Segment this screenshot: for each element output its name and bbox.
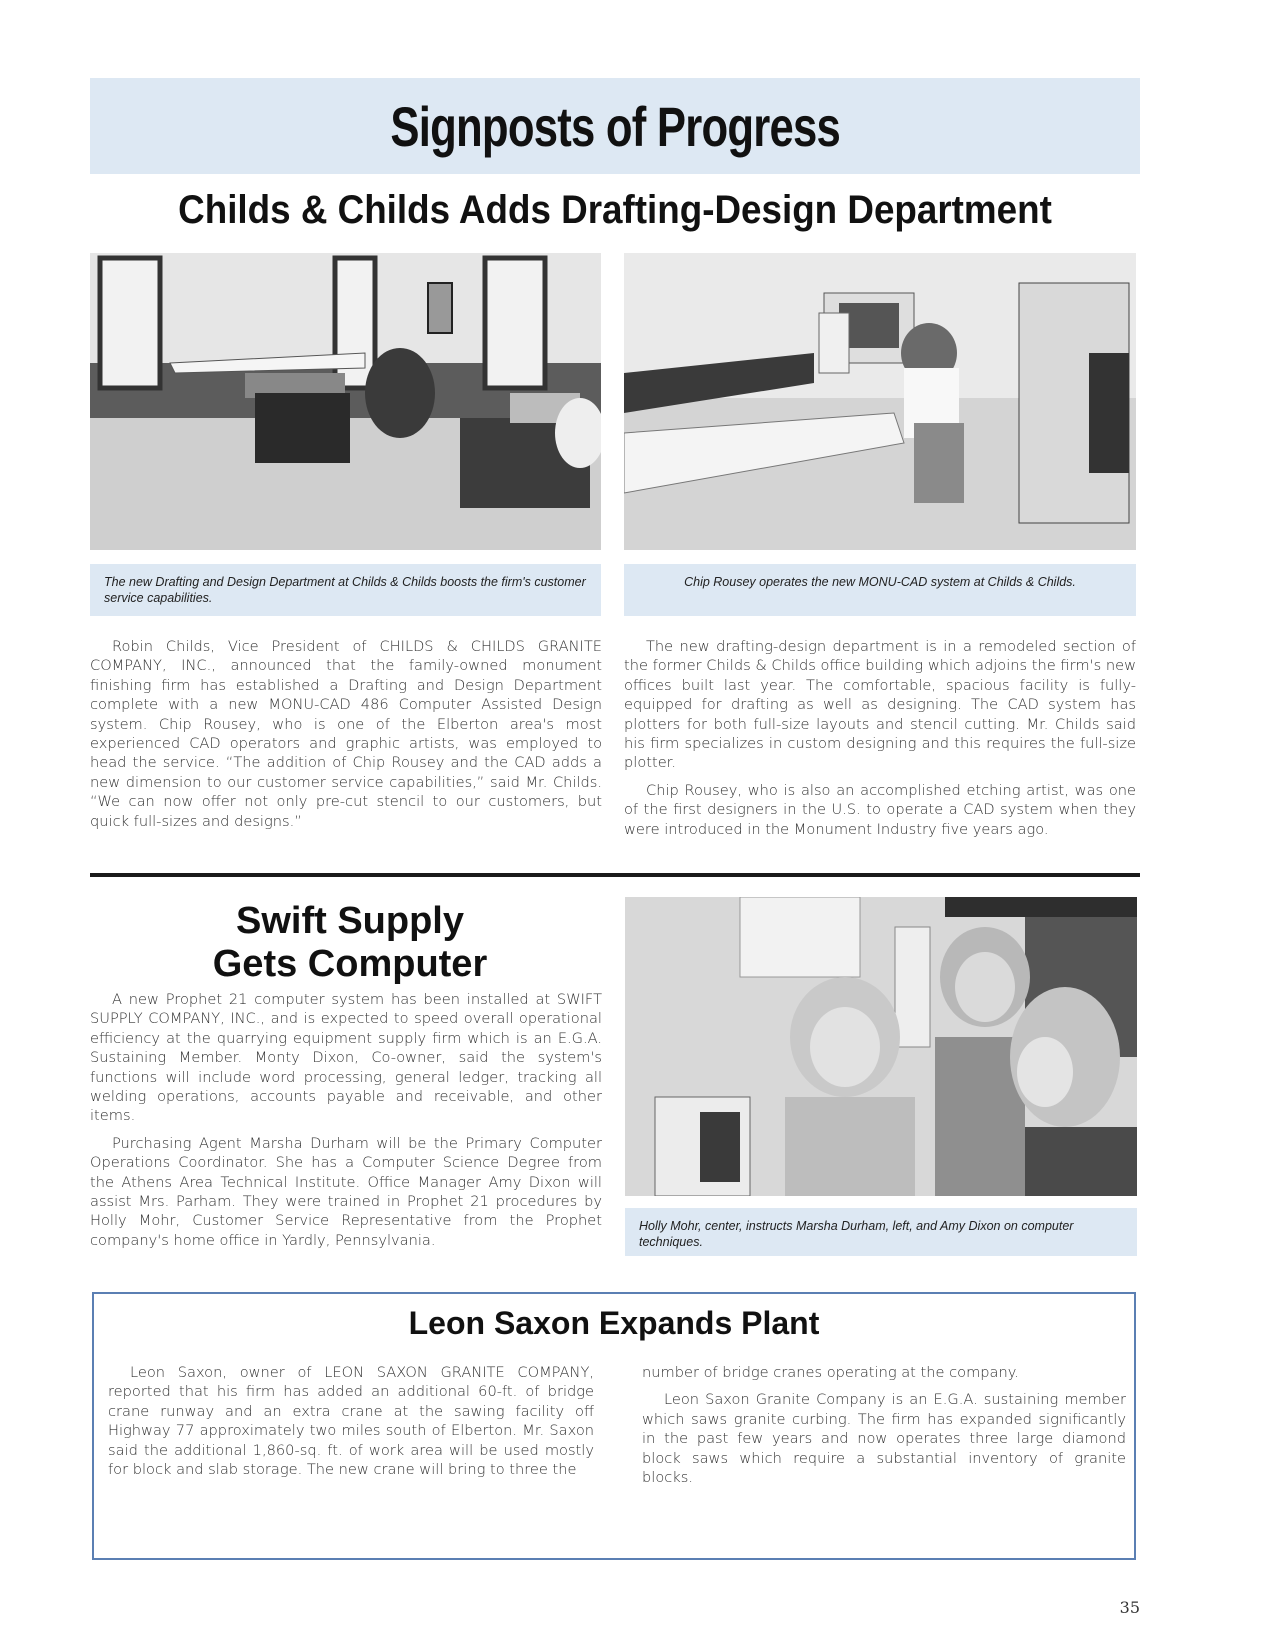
article-leon-column-left [108, 1363, 594, 1487]
headline-line: Swift Supply [236, 900, 464, 942]
caption-text: Holly Mohr, center, instructs Marsha Durham, left, and Amy Dixon on computer techniques. [639, 1219, 1074, 1249]
paragraph: Chip Rousey, who is also an accomplished etching artist, was one of the first designers in the U.S. to operate a CAD system when they were introduced in the Monument Industry five years ago. [624, 781, 1136, 838]
article-headline-leon: Leon Saxon Expands Plant [408, 1305, 820, 1341]
headline-line: Gets Computer [212, 943, 488, 985]
photo-computer-training [625, 897, 1137, 1196]
paragraph: A new Prophet 21 computer system has been installed at SWIFT SUPPLY COMPANY, INC., and is expected to speed overall operational efficiency at the quarrying equipment supply firm which is an E.G.A. Sustaining Member. Monty Dixon, Co-owner, said the system's functions will include word processing, general ledger, tracking all welding operations, accounts payable and receivable, and other items. [90, 991, 602, 1125]
article-childs-column-right [624, 637, 1136, 847]
article-headline-childs: Childs & Childs Adds Drafting-Design Department [178, 188, 1052, 232]
article-swift-body [90, 990, 602, 1258]
caption-computer-training [625, 1208, 1137, 1256]
photo-cad-operator [624, 253, 1136, 550]
section-title: Signposts of Progress [390, 94, 840, 158]
caption-cad-operator [624, 564, 1136, 616]
paragraph-continuation: number of bridge cranes operating at the company. [642, 1364, 1019, 1381]
paragraph: Purchasing Agent Marsha Durham will be the Primary Computer Operations Coordinator. She has a Computer Science Degree from the Athens Area Technical Institute. Office Manager Amy Dixon will assist Mrs. Parham. They were trained in Prophet 21 procedures by Holly Mohr, Customer Service Representative from the Prophet company's home office in Yardly, Pennsylvania. [90, 1134, 602, 1249]
paragraph: Leon Saxon, owner of LEON SAXON GRANITE COMPANY, reported that his firm has added an additional 60-ft. of bridge crane runway and an extra crane at the sawing facility off Highway 77 approximately two miles south of Elberton. Mr. Saxon said the additional 1,860-sq. ft. of work area will be used mostly for block and slab storage. The new crane will bring to three the [108, 1364, 594, 1479]
paragraph: Leon Saxon Granite Company is an E.G.A. sustaining member which saws granite curbing. The firm has expanded significantly in the past few years and now operates three large diamond block saws which require a substantial inventory of granite blocks. [642, 1391, 1126, 1487]
paragraph: Robin Childs, Vice President of CHILDS & CHILDS GRANITE COMPANY, INC., announced that the family-owned monument finishing firm has established a Drafting and Design Department complete with a new MONU-CAD 486 Computer Assisted Design system. Chip Rousey, who is one of the Elberton area's most experienced CAD operators and graphic artists, was employed to head the service. “The addition of Chip Rousey and the CAD adds a new dimension to our customer service capabilities,” said Mr. Childs. “We can now offer not only pre-cut stencil to our customers, but quick full-sizes and designs.” [90, 638, 602, 830]
section-banner [90, 78, 1140, 174]
caption-text: Chip Rousey operates the new MONU-CAD system at Childs & Childs. [684, 575, 1076, 589]
photo-drafting-department-illustration [90, 253, 601, 550]
article-leon-column-right [642, 1363, 1126, 1495]
page-number: 35 [1119, 1598, 1140, 1617]
caption-text: The new Drafting and Design Department at Childs & Childs boosts the firm's customer service capabilities. [104, 575, 586, 605]
section-divider [90, 873, 1140, 877]
photo-drafting-department [90, 253, 601, 550]
article-childs-column-left [90, 637, 602, 839]
photo-computer-training-illustration [625, 897, 1137, 1196]
article-headline-swift [90, 900, 610, 986]
caption-drafting-department [90, 564, 601, 616]
photo-cad-operator-illustration [624, 253, 1136, 550]
paragraph: The new drafting-design department is in a remodeled section of the former Childs & Childs office building which adjoins the firm's new offices built last year. The comfortable, spacious facility is fully-equipped for drafting as well as designing. The CAD system has plotters for both full-size layouts and stencil cutting. Mr. Childs said his firm specializes in custom designing and this requires the full-size plotter. [624, 638, 1136, 772]
